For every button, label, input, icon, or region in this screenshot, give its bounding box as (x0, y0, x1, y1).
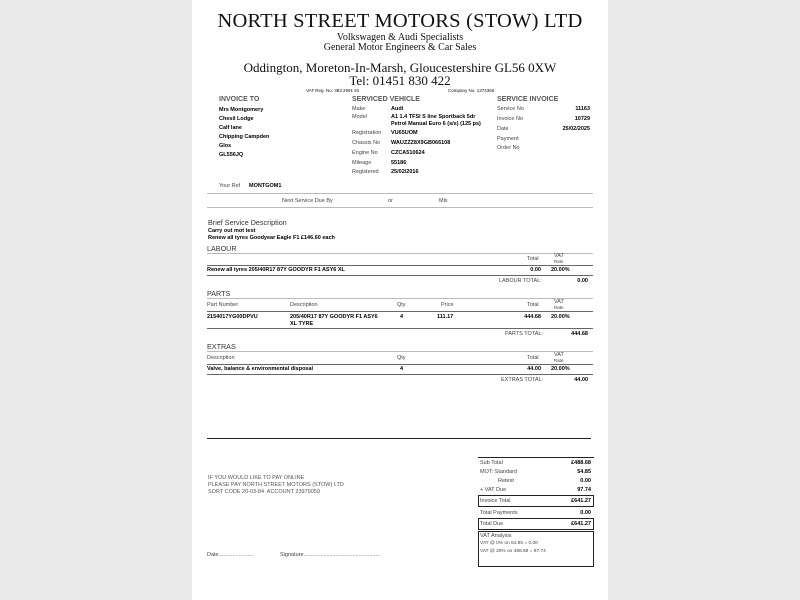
company-address: Oddington, Moreton-In-Marsh, Gloucestershire GL56 0XW (243, 60, 557, 75)
invoice-no-value: 10729 (574, 116, 590, 122)
labour-total-value: 0.00 (577, 278, 588, 284)
extras-col-rate: Rate (554, 358, 564, 363)
total-payments-label: Total Payments (480, 510, 518, 516)
serviced-vehicle-heading: SERVICED VEHICLE (352, 96, 420, 103)
extras-total-value: 44.00 (574, 377, 588, 383)
labour-row-total: 0.00 (530, 267, 541, 273)
mot-value: 54.85 (577, 469, 591, 475)
sub-total-label: Sub Total (480, 460, 503, 466)
extras-col-total: Total (527, 355, 539, 361)
divider (207, 364, 593, 365)
divider (207, 207, 593, 208)
vat-reg-number: VAT Reg. No. 383 2991 91 (306, 88, 360, 93)
mileage-value: 55186 (391, 160, 407, 166)
engine-label: Engine No (352, 150, 378, 156)
make-value: Audi (391, 106, 404, 112)
order-no-label: Order No (497, 145, 520, 151)
labour-col-total: Total (527, 256, 539, 262)
brief-description-heading: Brief Service Description (208, 218, 287, 227)
date-value: 25/02/2025 (562, 126, 590, 132)
registration-label: Registration (352, 130, 382, 136)
your-ref-value: MONTGOM1 (249, 183, 282, 189)
company-number: Company No. 1374366 (448, 88, 495, 93)
parts-col-description: Description (290, 302, 318, 308)
retest-value: 0.00 (580, 478, 591, 484)
vat-analysis-label: VAT Analysis (480, 533, 512, 539)
divider (207, 438, 591, 439)
vat-due-value: 97.74 (577, 487, 591, 493)
total-due-label: Total Due (480, 521, 504, 527)
labour-col-vat: VAT (554, 253, 564, 259)
divider (207, 298, 593, 299)
parts-total-label: PARTS TOTAL: (505, 331, 544, 337)
registered-label: Registered (352, 169, 379, 175)
extras-total-label: EXTRAS TOTAL: (501, 377, 544, 383)
extras-row-rate: 20.00% (551, 366, 570, 372)
invoice-to-line: Mrs Montgomery (219, 107, 264, 113)
payment-info-line: SORT CODE 20-03-84 ACCOUNT 23979059 (208, 489, 320, 495)
extras-row-qty: 4 (400, 366, 404, 372)
payment-info-line: IF YOU WOULD LIKE TO PAY ONLINE (208, 475, 305, 481)
extras-heading: EXTRAS (207, 342, 236, 351)
brief-description-line: Renew all tyres Goodyear Eagle F1 £146.60 each (208, 235, 335, 241)
mileage-label: Mileage (352, 160, 372, 166)
parts-row-rate: 20.00% (551, 314, 570, 320)
registration-value: VU65UOM (391, 130, 418, 136)
invoice-total-value: £641.27 (571, 498, 591, 504)
divider (207, 253, 593, 254)
invoice-to-line: Chesil Lodge (219, 116, 254, 122)
date-label: Date (497, 126, 509, 132)
labour-row-rate: 20.00% (551, 267, 570, 273)
extras-row-description: Valve, balance & environmental disposal (207, 366, 314, 372)
invoice-to-heading: INVOICE TO (219, 96, 260, 103)
parts-row-qty: 4 (400, 314, 404, 320)
parts-col-vat: VAT (554, 299, 564, 305)
engine-value: CZCA510624 (391, 150, 425, 156)
vat-analysis-line: VAT @ 20% on 488.68 = 97.74 (480, 549, 546, 554)
model-label: Model (352, 114, 367, 120)
mot-label: MOT: Standard (480, 469, 517, 475)
model-value: A1 1.4 TFSI S line Sportback 5dr (391, 114, 476, 120)
retest-label: Retest (498, 478, 514, 484)
company-tagline: Volkswagen & Audi Specialists (336, 32, 464, 43)
parts-col-price: Price (441, 302, 454, 308)
divider (207, 374, 593, 375)
total-payments-value: 0.00 (580, 510, 591, 516)
divider (207, 328, 593, 329)
service-no-label: Service No (497, 106, 524, 112)
vat-analysis-line: VAT @ 0% on 54.85 = 0.00 (480, 541, 538, 546)
parts-col-qty: Qty (397, 302, 406, 308)
company-phone: Tel: 01451 830 422 (349, 73, 451, 88)
divider (207, 193, 593, 194)
labour-total-label: LABOUR TOTAL: (499, 278, 542, 284)
invoice-to-line: Calf lane (219, 125, 242, 131)
parts-total-value: 444.68 (571, 331, 588, 337)
date-signature-line: Date....................... (207, 552, 254, 558)
parts-row-part-number: 2154017YG00DPVU (207, 314, 258, 320)
parts-row-description-2: XL TYRE (290, 321, 314, 327)
divider (478, 457, 594, 458)
parts-col-rate: Rate (554, 305, 564, 310)
chassis-label: Chassis No (352, 140, 381, 146)
labour-row-description: Renew all tyres 205/40R17 87Y GOODYR F1 ASY6 XL (207, 267, 345, 273)
brief-description-line: Carry out mot test (208, 228, 256, 234)
make-label: Make (352, 106, 366, 112)
service-invoice-heading: SERVICE INVOICE (497, 96, 559, 103)
company-tagline-2: General Motor Engineers & Car Sales (323, 42, 477, 53)
invoice-to-line: Glos (219, 143, 232, 149)
parts-heading: PARTS (207, 289, 231, 298)
model-value-2: Petrol Manual Euro 6 (s/s) (125 ps) (391, 121, 481, 127)
total-due-value: £641.27 (571, 521, 591, 527)
divider (207, 351, 593, 352)
divider (207, 265, 593, 266)
parts-row-description: 205/40R17 87Y GOODYR F1 ASY6 (290, 314, 378, 320)
parts-col-part-number: Part Number (207, 302, 239, 308)
registered-value: 25/02/2016 (391, 169, 419, 175)
chassis-value: WAUZZZ8X9GB066108 (391, 140, 451, 146)
parts-row-price: 111.17 (437, 314, 454, 320)
extras-col-description: Description (207, 355, 235, 361)
invoice-page (192, 0, 608, 600)
divider (207, 311, 593, 312)
extras-row-total: 44.00 (527, 366, 541, 372)
next-service-or: or (388, 198, 393, 204)
parts-row-total: 444.68 (524, 314, 541, 320)
invoice-to-line: Chipping Campden (219, 134, 270, 140)
divider (207, 275, 593, 276)
labour-col-rate: Rate (554, 259, 564, 264)
vat-due-label: + VAT Due (480, 487, 507, 493)
company-name: NORTH STREET MOTORS (STOW) LTD (217, 10, 583, 32)
parts-col-total: Total (527, 302, 539, 308)
next-service-mls: Mls (439, 198, 448, 204)
invoice-to-line: GL556JQ (219, 152, 244, 158)
labour-heading: LABOUR (207, 244, 237, 253)
signature-line: Signature.................................................. (280, 552, 380, 558)
extras-col-vat: VAT (554, 352, 564, 358)
extras-col-qty: Qty (397, 355, 406, 361)
invoice-no-label: Invoice No (497, 116, 523, 122)
invoice-total-label: Invoice Total (480, 498, 511, 504)
your-ref-label: Your Ref (219, 183, 241, 189)
next-service-label: Next Service Due By (282, 198, 333, 204)
payment-label: Payment (497, 136, 519, 142)
sub-total-value: £488.68 (571, 460, 591, 466)
payment-info-line: PLEASE PAY NORTH STREET MOTORS (STOW) LTD (208, 482, 344, 488)
service-no-value: 11163 (575, 106, 590, 112)
